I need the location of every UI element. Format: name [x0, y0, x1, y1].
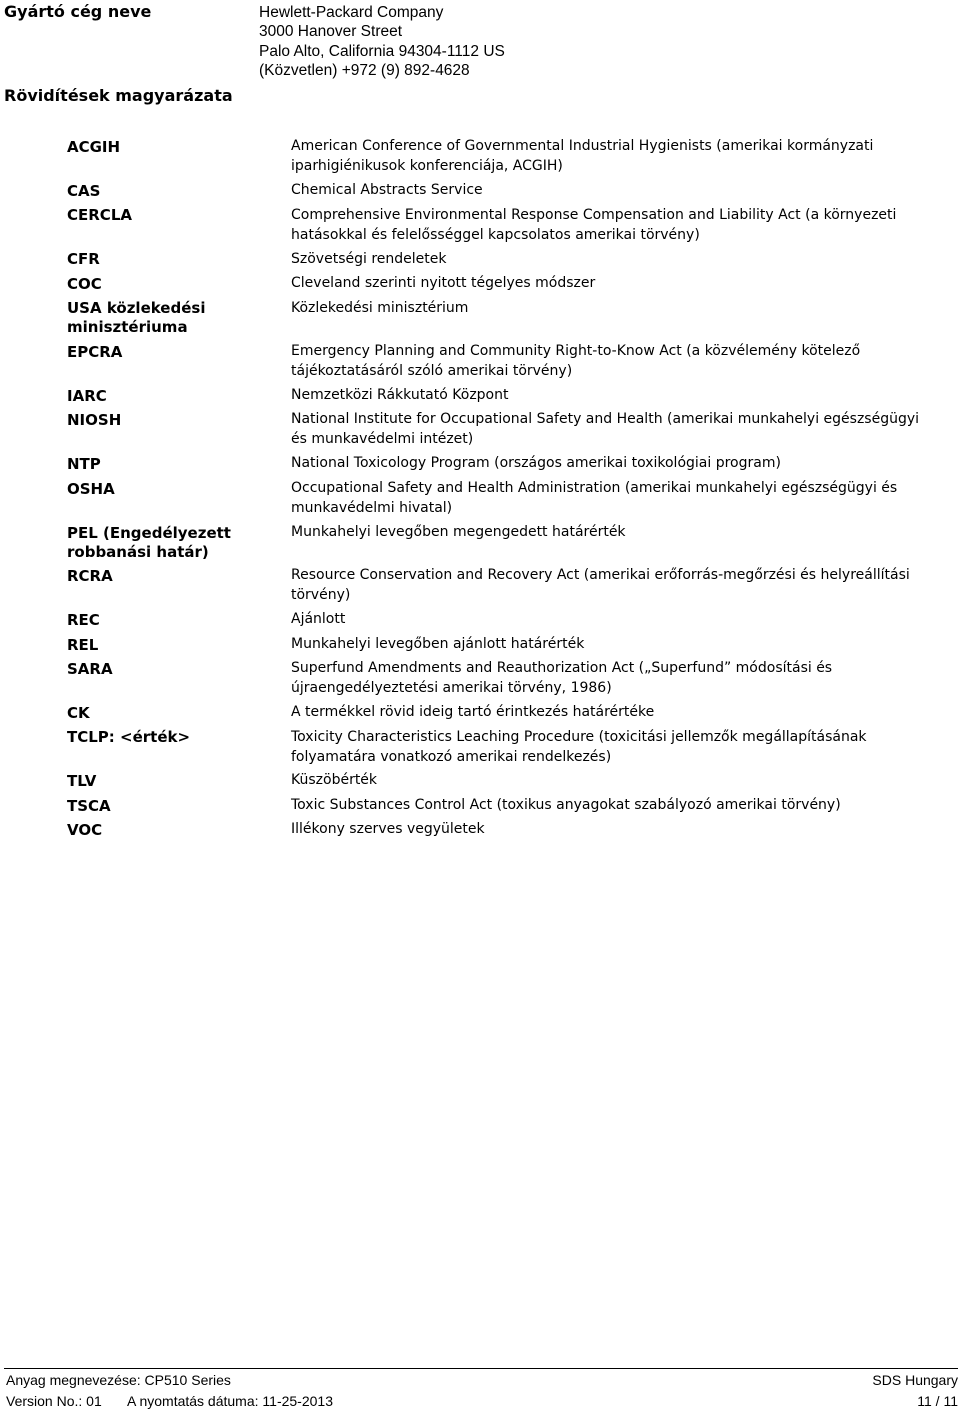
abbreviation-definition: Illékony szerves vegyületek — [291, 821, 485, 837]
abbreviation-term: EPCRA — [67, 343, 123, 361]
abbreviation-term: SARA — [67, 660, 113, 678]
abbreviation-definition: Chemical Abstracts Service — [291, 182, 483, 198]
sds-region: SDS Hungary — [872, 1372, 958, 1388]
manufacturer-label: Gyártó cég neve — [4, 2, 152, 21]
manufacturer-line: Hewlett-Packard Company — [259, 4, 444, 21]
abbreviation-definition: A termékkel rövid ideig tartó érintkezés határértéke — [291, 704, 655, 720]
abbreviation-definition: Emergency Planning and Community Right-to-Know Act (a közvélemény kötelező tájékoztatásáról szóló amerikai törvény) — [291, 343, 861, 379]
abbreviation-definition: Comprehensive Environmental Response Compensation and Liability Act (a környezeti hatásokkal és felelősséggel kapcsolatos amerikai törvény) — [291, 207, 897, 243]
abbreviation-definition: Közlekedési minisztérium — [291, 300, 469, 316]
abbreviation-term: CERCLA — [67, 206, 132, 224]
abbreviation-term: VOC — [67, 821, 103, 839]
abbreviation-definition: National Toxicology Program (országos amerikai toxikológiai program) — [291, 455, 781, 471]
abbreviation-term: USA közlekedési minisztériuma — [67, 299, 206, 336]
abbreviation-term: TLV — [67, 772, 97, 790]
abbreviation-term: CAS — [67, 182, 101, 200]
abbreviation-term: REC — [67, 611, 100, 629]
manufacturer-line: (Közvetlen) +972 (9) 892-4628 — [259, 61, 470, 79]
version-number: Version No.: 01 — [6, 1393, 102, 1409]
abbreviation-term: NIOSH — [67, 411, 122, 429]
abbreviations-label: Rövidítések magyarázata — [4, 86, 233, 105]
abbreviation-definition: Toxic Substances Control Act (toxikus anyagokat szabályozó amerikai törvény) — [291, 797, 841, 813]
abbreviation-term: NTP — [67, 455, 101, 473]
abbreviation-term: CK — [67, 704, 90, 722]
print-date: A nyomtatás dátuma: 11-25-2013 — [127, 1393, 333, 1409]
manufacturer-line: Palo Alto, California 94304-1112 US — [259, 42, 505, 60]
abbreviation-definition: Szövetségi rendeletek — [291, 251, 447, 267]
abbreviation-definition: National Institute for Occupational Safety and Health (amerikai munkahelyi egészségügyi és munkavédelmi intézet) — [291, 411, 920, 447]
abbreviation-definition: Munkahelyi levegőben megengedett határérték — [291, 524, 626, 540]
footer-divider — [4, 1368, 958, 1369]
abbreviation-term: IARC — [67, 387, 107, 405]
abbreviation-term: OSHA — [67, 480, 115, 498]
abbreviation-term: ACGIH — [67, 138, 121, 156]
abbreviation-term: RCRA — [67, 567, 113, 585]
manufacturer-address — [259, 3, 505, 80]
abbreviation-term: TCLP: <érték> — [67, 728, 191, 746]
abbreviation-definition: Nemzetközi Rákkutató Központ — [291, 387, 509, 403]
abbreviation-definition: American Conference of Governmental Industrial Hygienists (amerikai kormányzati iparhigiénikusok konferenciája, ACGIH) — [291, 138, 874, 174]
page-number: 11 / 11 — [917, 1393, 958, 1409]
abbreviation-definition: Occupational Safety and Health Administration (amerikai munkahelyi egészségügyi és munkavédelmi hivatal) — [291, 480, 898, 516]
abbreviation-term: PEL (Engedélyezett robbanási határ) — [67, 524, 231, 561]
abbreviation-term: TSCA — [67, 797, 111, 815]
abbreviation-definition: Ajánlott — [291, 611, 346, 627]
abbreviation-term: CFR — [67, 250, 100, 268]
abbreviation-definition: Resource Conservation and Recovery Act (amerikai erőforrás-megőrzési és helyreállítási törvény) — [291, 567, 910, 603]
abbreviation-definition: Toxicity Characteristics Leaching Procedure (toxicitási jellemzők megállapításának folyamatára vonatkozó amerikai rendelkezés) — [291, 729, 867, 765]
manufacturer-line: 3000 Hanover Street — [259, 23, 403, 41]
abbreviation-definition: Munkahelyi levegőben ajánlott határérték — [291, 636, 585, 652]
abbreviation-term: COC — [67, 275, 102, 293]
abbreviation-term: REL — [67, 636, 99, 654]
abbreviation-definition: Superfund Amendments and Reauthorization Act („Superfund” módosítási és újraengedélyeztetési amerikai törvény, 1986) — [291, 660, 833, 696]
abbreviation-definition: Küszöbérték — [291, 772, 378, 788]
abbreviation-definition: Cleveland szerinti nyitott tégelyes módszer — [291, 275, 596, 291]
product-name: Anyag megnevezése: CP510 Series — [6, 1372, 231, 1388]
